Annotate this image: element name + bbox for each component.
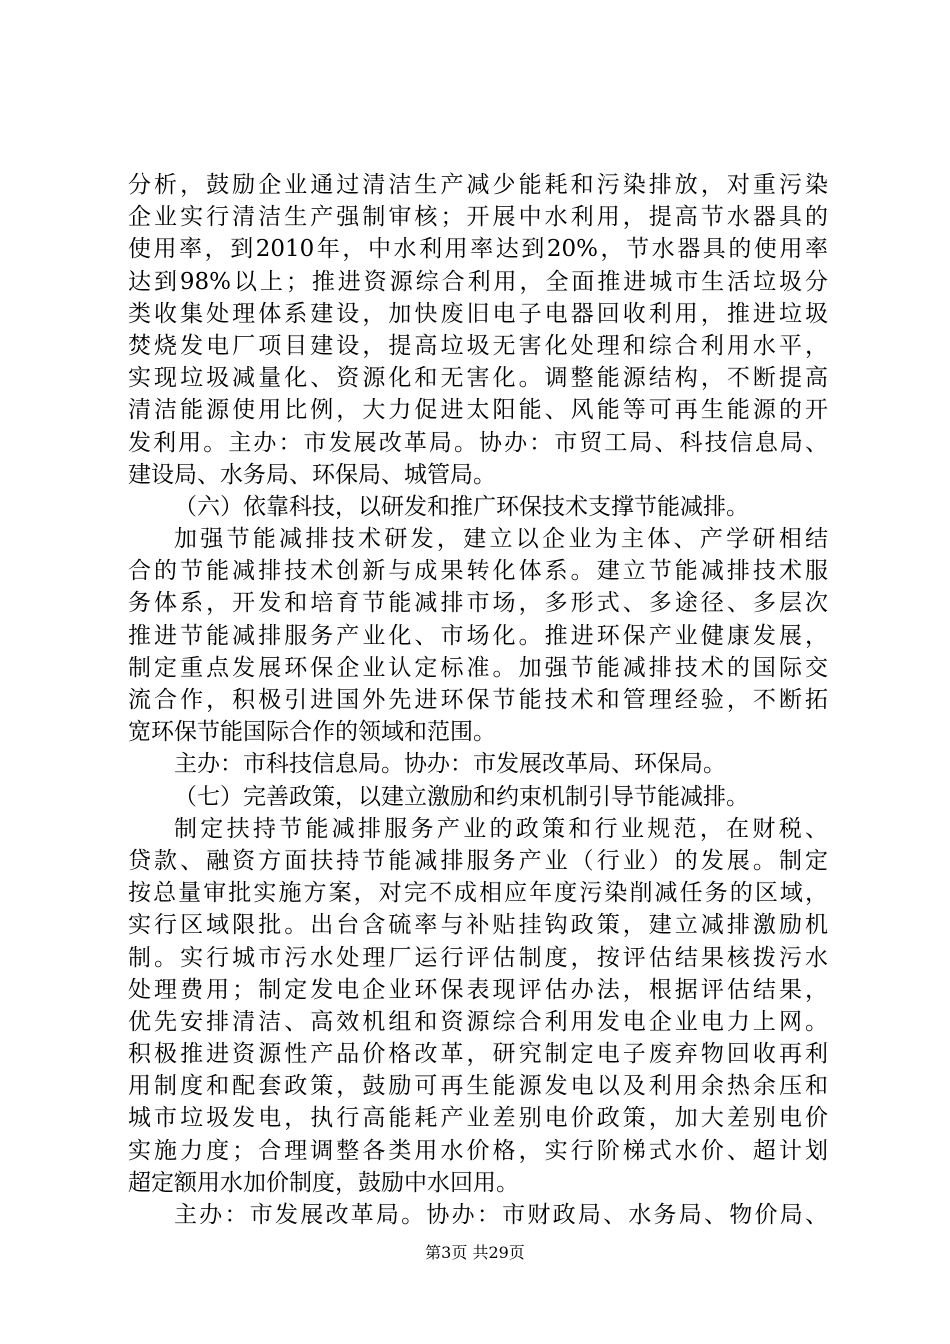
text-line: 制。实行城市污水处理厂运行评估制度，按评估结果核拨污水 <box>128 944 828 971</box>
text-line: 城市垃圾发电，执行高能耗产业差别电价政策，加大差别电价 <box>128 1105 828 1132</box>
text-line: 达到98%以上；推进资源综合利用，全面推进城市生活垃圾分 <box>128 268 828 295</box>
text-line: 流合作，积极引进国外先进环保节能技术和管理经验，不断拓 <box>128 687 828 713</box>
text-line: 分析，鼓励企业通过清洁生产减少能耗和污染排放，对重污染 <box>128 172 828 198</box>
text-line: 务体系，开发和培育节能减排市场，多形式、多途径、多层次 <box>128 590 828 617</box>
text-line: 制定重点发展环保企业认定标准。加强节能减排技术的国际交 <box>128 654 828 681</box>
text-line: 积极推进资源性产品价格改革，研究制定电子废弃物回收再利 <box>128 1041 828 1068</box>
text-line: 合的节能减排技术创新与成果转化体系。建立节能减排技术服 <box>128 558 828 585</box>
text-line: 宽环保节能国际合作的领域和范围。 <box>128 719 496 746</box>
text-line: （七）完善政策，以建立激励和约束机制引导节能减排。 <box>174 783 749 810</box>
text-line: 焚烧发电厂项目建设，提高垃圾无害化处理和综合利用水平， <box>128 332 828 359</box>
text-line: 优先安排清洁、高效机组和资源综合利用发电企业电力上网。 <box>128 1008 828 1035</box>
text-line: （六）依靠科技，以研发和推广环保技术支撑节能减排。 <box>174 493 749 520</box>
text-line: 使用率，到2010年，中水利用率达到20%，节水器具的使用率 <box>128 236 828 263</box>
text-line: 加强节能减排技术研发，建立以企业为主体、产学研相结 <box>174 526 828 553</box>
text-line: 清洁能源使用比例，大力促进太阳能、风能等可再生能源的开 <box>128 397 828 424</box>
text-line: 实现垃圾减量化、资源化和无害化。调整能源结构，不断提高 <box>128 365 828 392</box>
document-body <box>128 169 828 1231</box>
text-line: 用制度和配套政策，鼓励可再生能源发电以及利用余热余压和 <box>128 1073 828 1100</box>
text-line: 处理费用；制定发电企业环保表现评估办法，根据评估结果， <box>128 976 828 1003</box>
text-line: 实施力度；合理调整各类用水价格，实行阶梯式水价、超计划 <box>128 1137 828 1164</box>
text-line: 推进节能减排服务产业化、市场化。推进环保产业健康发展， <box>128 622 828 649</box>
text-line: 企业实行清洁生产强制审核；开展中水利用，提高节水器具的 <box>128 204 828 231</box>
text-line: 建设局、水务局、环保局、城管局。 <box>128 461 496 488</box>
text-line: 主办：市发展改革局。协办：市财政局、水务局、物价局、 <box>174 1202 828 1228</box>
text-line: 实行区域限批。出台含硫率与补贴挂钩政策，建立减排激励机 <box>128 912 828 939</box>
text-line: 制定扶持节能减排服务产业的政策和行业规范，在财税、 <box>174 815 828 842</box>
text-line: 贷款、融资方面扶持节能减排服务产业（行业）的发展。制定 <box>128 847 828 874</box>
text-line: 按总量审批实施方案，对完不成相应年度污染削减任务的区域， <box>128 880 828 907</box>
text-line: 超定额用水加价制度，鼓励中水回用。 <box>128 1169 519 1196</box>
text-line: 类收集处理体系建设，加快废旧电子电器回收利用，推进垃圾 <box>128 300 828 327</box>
page-footer: 第3页 共29页 <box>425 1243 525 1262</box>
text-line: 发利用。主办：市发展改革局。协办：市贸工局、科技信息局、 <box>128 429 828 456</box>
text-line: 主办：市科技信息局。协办：市发展改革局、环保局。 <box>174 751 726 778</box>
